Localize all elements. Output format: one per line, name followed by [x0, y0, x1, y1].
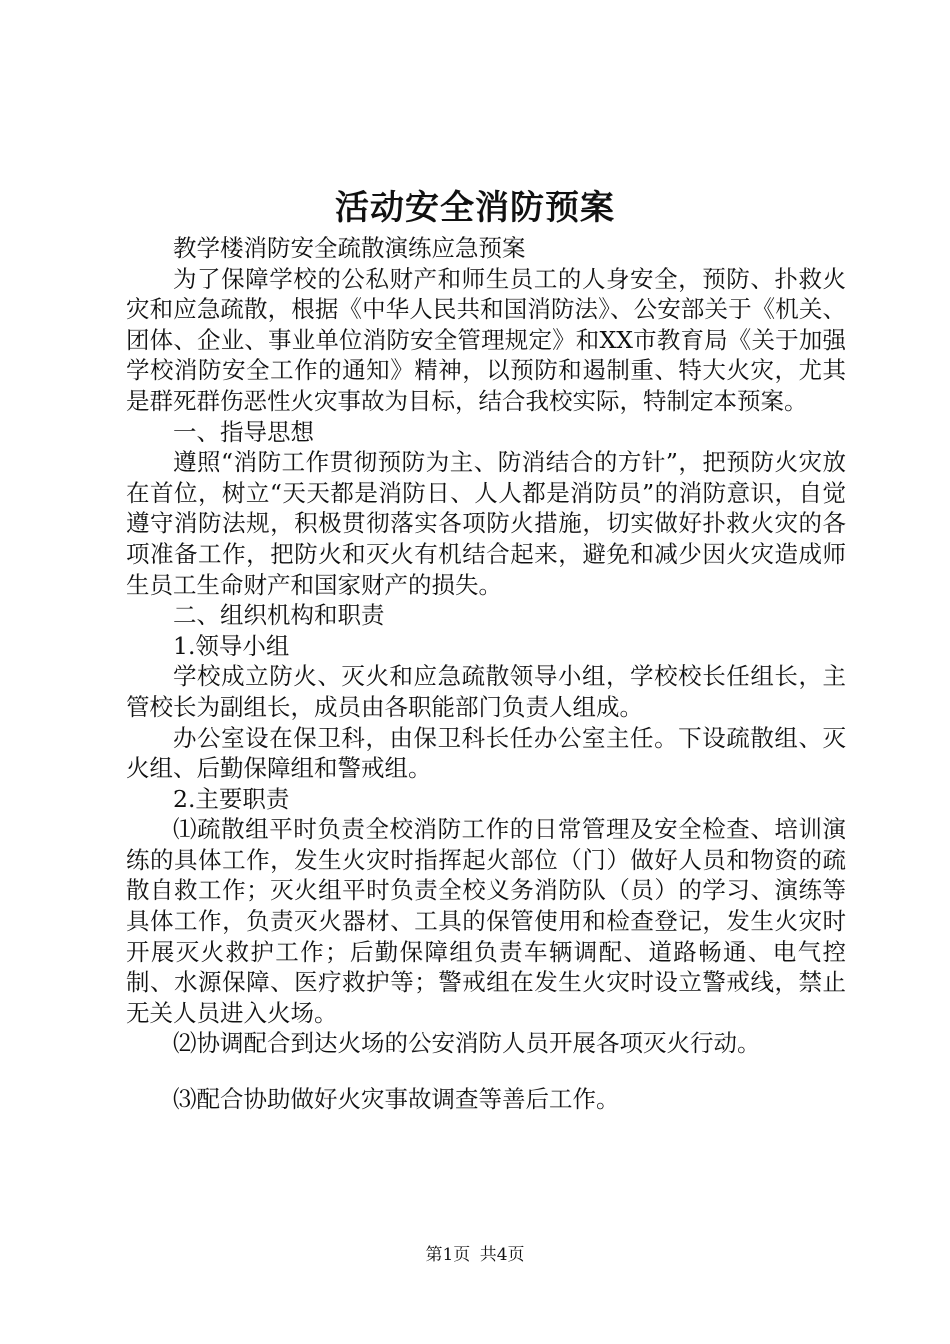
section-heading-organization: 二、组织机构和职责 [173, 601, 385, 630]
document-body [126, 233, 846, 1115]
page-footer [0, 1244, 950, 1266]
subheading-leadership-group: 1.领导小组 [173, 631, 290, 660]
duties-item-3: ⑶配合协助做好火灾事故调查等善后工作。 [173, 1085, 620, 1114]
subtitle-paragraph: 教学楼消防安全疏散演练应急预案 [173, 234, 526, 262]
guiding-thought-paragraph: 遵照“消防工作贯彻预防为主、防消结合的方针”，把预防火灾放在首位，树立“天天都是消防日、人人都是消防员”的消防意识，自觉遵守消防法规，积极贯彻落实各项防火措施，切实做好扑救火灾的各项准备工作，把防火和灭火有机结合起来，避免和减少因火灾造成师生员工生命财产和国家财产的损失。 [126, 448, 846, 599]
leadership-group-paragraph: 学校成立防火、灭火和应急疏散领导小组，学校校长任组长，主管校长为副组长，成员由各职能部门负责人组成。 [126, 662, 846, 721]
duties-item-1: ⑴疏散组平时负责全校消防工作的日常管理及安全检查、培训演练的具体工作，发生火灾时指挥起火部位（门）做好人员和物资的疏散自救工作；灭火组平时负责全校义务消防队（员）的学习、演练等具体工作，负责灭火器材、工具的保管使用和检查登记，发生火灾时开展灭火救护工作；后勤保障组负责车辆调配、道路畅通、电气控制、水源保障、医疗救护等；警戒组在发生火灾时设立警戒线，禁止无关人员进入火场。 [126, 815, 846, 1027]
page-total: 共4页 [479, 1245, 525, 1265]
document-title: 活动安全消防预案 [335, 188, 615, 228]
intro-paragraph: 为了保障学校的公私财产和师生员工的人身安全，预防、扑救火灾和应急疏散，根据《中华人民共和国消防法》、公安部关于《机关、团体、企业、事业单位消防安全管理规定》和XX市教育局《关于加强学校消防安全工作的通知》精神，以预防和遏制重、特大火灾，尤其是群死群伤恶性火灾事故为目标，结合我校实际，特制定本预案。 [126, 264, 846, 415]
section-heading-guiding-thought: 一、指导思想 [173, 417, 314, 446]
subheading-main-duties: 2.主要职责 [173, 784, 290, 813]
duties-item-2: ⑵协调配合到达火场的公安消防人员开展各项灭火行动。 [173, 1029, 761, 1058]
page-number: 第1页 [425, 1245, 471, 1265]
office-paragraph: 办公室设在保卫科，由保卫科长任办公室主任。下设疏散组、灭火组、后勤保障组和警戒组。 [126, 723, 846, 783]
